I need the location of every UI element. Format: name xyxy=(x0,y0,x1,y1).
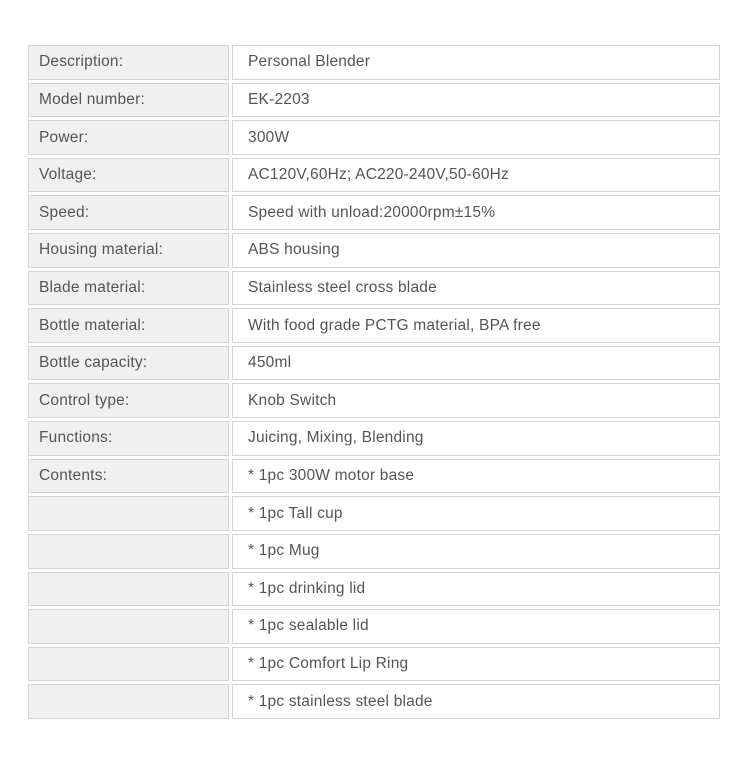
spec-value-control-type: Knob Switch xyxy=(232,383,720,418)
spec-label-speed: Speed: xyxy=(28,195,229,230)
spec-label-power: Power: xyxy=(28,120,229,155)
spec-row-bottle-capacity xyxy=(28,346,720,381)
spec-row-contents-item-7 xyxy=(28,684,720,719)
spec-label-model-number: Model number: xyxy=(28,83,229,118)
spec-label-contents: Contents: xyxy=(28,459,229,494)
spec-row-power xyxy=(28,120,720,155)
spec-value-contents-item-4: * 1pc drinking lid xyxy=(232,572,720,607)
spec-row-contents xyxy=(28,459,720,494)
spec-row-contents-item-3 xyxy=(28,534,720,569)
spec-row-blade-material xyxy=(28,271,720,306)
spec-row-contents-item-2 xyxy=(28,496,720,531)
spec-label-empty xyxy=(28,684,229,719)
spec-row-contents-item-4 xyxy=(28,572,720,607)
spec-value-description: Personal Blender xyxy=(232,45,720,80)
spec-value-contents-item-2: * 1pc Tall cup xyxy=(232,496,720,531)
spec-row-voltage xyxy=(28,158,720,193)
spec-label-empty xyxy=(28,647,229,682)
spec-value-model-number: EK-2203 xyxy=(232,83,720,118)
spec-label-voltage: Voltage: xyxy=(28,158,229,193)
spec-label-empty xyxy=(28,609,229,644)
spec-value-speed: Speed with unload:20000rpm±15% xyxy=(232,195,720,230)
spec-row-model-number xyxy=(28,83,720,118)
spec-label-functions: Functions: xyxy=(28,421,229,456)
spec-value-bottle-capacity: 450ml xyxy=(232,346,720,381)
spec-row-control-type xyxy=(28,383,720,418)
spec-row-housing-material xyxy=(28,233,720,268)
spec-label-empty xyxy=(28,534,229,569)
spec-value-contents-item-7: * 1pc stainless steel blade xyxy=(232,684,720,719)
spec-label-bottle-capacity: Bottle capacity: xyxy=(28,346,229,381)
spec-row-functions xyxy=(28,421,720,456)
spec-row-speed xyxy=(28,195,720,230)
spec-value-bottle-material: With food grade PCTG material, BPA free xyxy=(232,308,720,343)
spec-row-description xyxy=(28,45,720,80)
spec-row-contents-item-5 xyxy=(28,609,720,644)
spec-label-blade-material: Blade material: xyxy=(28,271,229,306)
spec-value-contents-item-3: * 1pc Mug xyxy=(232,534,720,569)
spec-value-contents-item-5: * 1pc sealable lid xyxy=(232,609,720,644)
spec-value-contents-item-6: * 1pc Comfort Lip Ring xyxy=(232,647,720,682)
spec-label-empty xyxy=(28,572,229,607)
spec-value-contents-item-1: * 1pc 300W motor base xyxy=(232,459,720,494)
spec-table xyxy=(25,42,723,722)
spec-label-housing-material: Housing material: xyxy=(28,233,229,268)
spec-label-empty xyxy=(28,496,229,531)
product-spec-table xyxy=(25,42,723,722)
spec-value-voltage: AC120V,60Hz; AC220-240V,50-60Hz xyxy=(232,158,720,193)
spec-row-contents-item-6 xyxy=(28,647,720,682)
spec-value-housing-material: ABS housing xyxy=(232,233,720,268)
spec-value-functions: Juicing, Mixing, Blending xyxy=(232,421,720,456)
spec-label-description: Description: xyxy=(28,45,229,80)
spec-value-power: 300W xyxy=(232,120,720,155)
spec-label-control-type: Control type: xyxy=(28,383,229,418)
spec-value-blade-material: Stainless steel cross blade xyxy=(232,271,720,306)
spec-label-bottle-material: Bottle material: xyxy=(28,308,229,343)
spec-row-bottle-material xyxy=(28,308,720,343)
